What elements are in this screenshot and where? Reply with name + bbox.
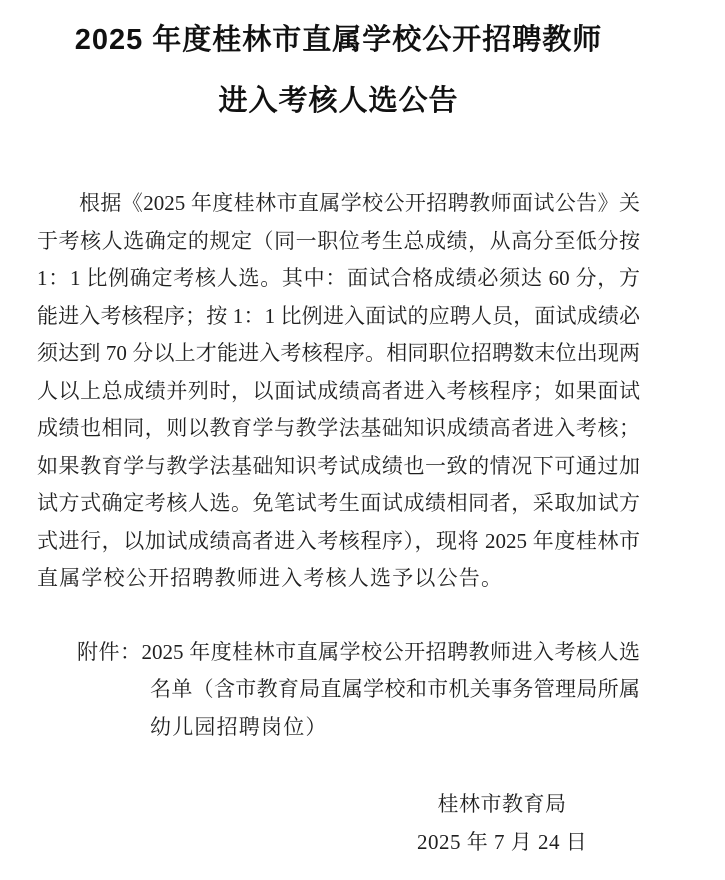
body-line: 成绩也相同，则以教育学与教学法基础知识成绩高者进入考核； [37,416,640,440]
attachment-note [37,634,640,747]
body-line: 根据《2025 年度桂林市直属学校公开招聘教师面试公告》关 [79,191,640,215]
body-line: 能进入考核程序；按 1：1 比例进入面试的应聘人员，面试成绩必 [37,303,640,328]
body-line: 试方式确定考核人选。免笔试考生面试成绩相同者，采取加试方 [37,491,640,515]
body-line: 1：1 比例确定考核人选。其中：面试合格成绩必须达 60 分，方 [37,266,640,290]
document-body [37,185,640,598]
signature-block [417,786,587,861]
body-line: 人以上总成绩并列时，以面试成绩高者进入考核程序；如果面试 [37,378,640,403]
body-line: 须达到 70 分以上才能进入考核程序。相同职位招聘数末位出现两 [37,341,640,365]
document-title [37,10,640,132]
body-line: 于考核人选确定的规定（同一职位考生总成绩，从高分至低分按 [37,228,640,253]
body-line: 直属学校公开招聘教师进入考核人选予以公告。 [37,566,504,590]
issuer-name: 桂林市教育局 [437,792,567,816]
attachment-line: 名单（含市教育局直属学校和市机关事务管理局所属 [150,677,640,701]
issue-date: 2025 年 7 月 24 日 [417,829,588,854]
document-title-line-1: 2025 年度桂林市直属学校公开招聘教师 [74,24,603,56]
body-line: 如果教育学与教学法基础知识考试成绩也一致的情况下可通过加 [37,453,640,478]
document-title-line-2: 进入考核人选公告 [218,85,459,117]
attachment-line: 幼儿园招聘岗位） [150,714,328,739]
attachment-line: 附件：2025 年度桂林市直属学校公开招聘教师进入考核人选 [77,639,640,664]
body-line: 式进行，以加试成绩高者进入考核程序），现将 2025 年度桂林市 [37,528,640,553]
